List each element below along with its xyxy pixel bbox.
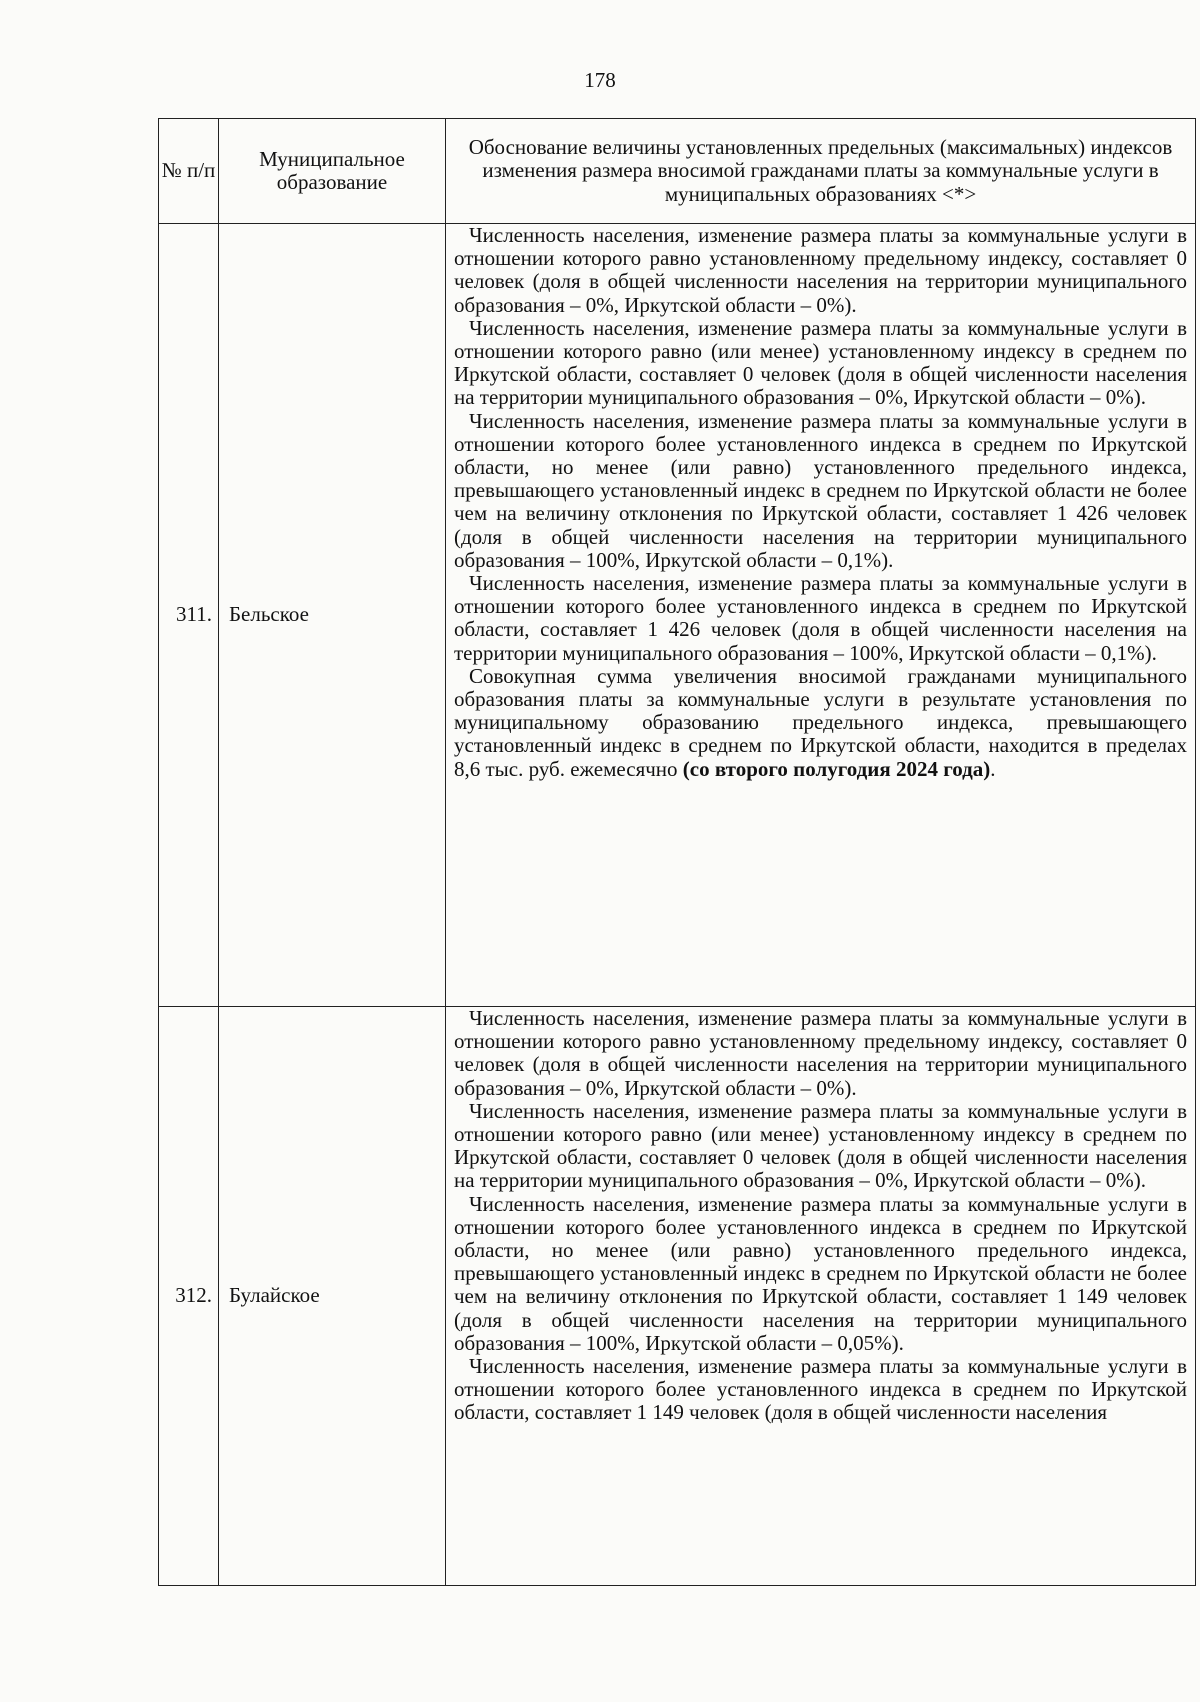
municipality-name: Бельское: [219, 224, 446, 1007]
header-num: № п/п: [159, 119, 219, 224]
total-sum-paragraph: [454, 665, 1187, 781]
justification-cell: [446, 1007, 1196, 1586]
justification-paragraph: Численность населения, изменение размера платы за коммунальные услуги в отношении которого равно (или менее) установленному индексу в среднем по Иркутской области, составляет 0 человек (доля в общей численности населения на территории муниципального образования – 0%, Иркутской области – 0%).: [454, 1098, 1187, 1193]
row-number: 312.: [159, 1007, 219, 1586]
justification-paragraph: Численность населения, изменение размера платы за коммунальные услуги в отношении которого равно установленному предельному индексу, составляет 0 человек (доля в общей численности населения на территории муниципального образования – 0%, Иркутской области – 0%).: [454, 1006, 1187, 1100]
table-header-row: [159, 119, 1196, 224]
justification-paragraph: Численность населения, изменение размера платы за коммунальные услуги в отношении которого более установленного индекса в среднем по Иркутской области, составляет 1 426 человек (доля в общей численности населения на территории муниципального образования – 100%, Иркутской области – 0,1%).: [454, 571, 1187, 665]
header-municipality: Муниципальное образование: [219, 119, 446, 224]
header-justification: Обоснование величины установленных предельных (максимальных) индексов изменения размера вносимой гражданами платы за коммунальные услуги в муниципальных образованиях <*>: [446, 119, 1196, 224]
table-row: [159, 224, 1196, 1007]
page-number: 178: [584, 68, 616, 92]
justification-cell: [446, 224, 1196, 1007]
table-row: [159, 1007, 1196, 1586]
justification-table: [158, 118, 1196, 1586]
final-period: .: [990, 756, 996, 781]
period-bold-text: (со второго полугодия 2024 года): [682, 756, 991, 781]
total-sum-text: Совокупная сумма увеличения вносимой гражданами муниципального образования платы за коммунальные услуги в результате установления по муниципальному образованию предельного индекса, превышающего установленный индекс в среднем по Иркутской области, находится в пределах 8,6 тыс. руб. ежемесячно: [454, 663, 1187, 781]
justification-paragraph: Численность населения, изменение размера платы за коммунальные услуги в отношении которого более установленного индекса в среднем по Иркутской области, но менее (или равно) установленного предельного индекса, превышающего установленный индекс в среднем по Иркутской области не более чем на величину отклонения по Иркутской области, составляет 1 149 человек (доля в общей численности населения на территории муниципального образования – 100%, Иркутской области – 0,05%).: [454, 1191, 1187, 1355]
justification-paragraph: Численность населения, изменение размера платы за коммунальные услуги в отношении которого равно (или менее) установленному индексу в среднем по Иркутской области, составляет 0 человек (доля в общей численности населения на территории муниципального образования – 0%, Иркутской области – 0%).: [454, 315, 1187, 410]
municipality-name: Булайское: [219, 1007, 446, 1586]
justification-paragraph: Численность населения, изменение размера платы за коммунальные услуги в отношении которого равно установленному предельному индексу, составляет 0 человек (доля в общей численности населения на территории муниципального образования – 0%, Иркутской области – 0%).: [454, 223, 1187, 317]
justification-paragraph: Численность населения, изменение размера платы за коммунальные услуги в отношении которого более установленного индекса в среднем по Иркутской области, составляет 1 149 человек (доля в общей численности населения: [454, 1354, 1187, 1425]
row-number: 311.: [159, 224, 219, 1007]
justification-paragraph: Численность населения, изменение размера платы за коммунальные услуги в отношении которого более установленного индекса в среднем по Иркутской области, но менее (или равно) установленного предельного индекса, превышающего установленный индекс в среднем по Иркутской области не более чем на величину отклонения по Иркутской области, составляет 1 426 человек (доля в общей численности населения на территории муниципального образования – 100%, Иркутской области – 0,1%).: [454, 408, 1187, 572]
